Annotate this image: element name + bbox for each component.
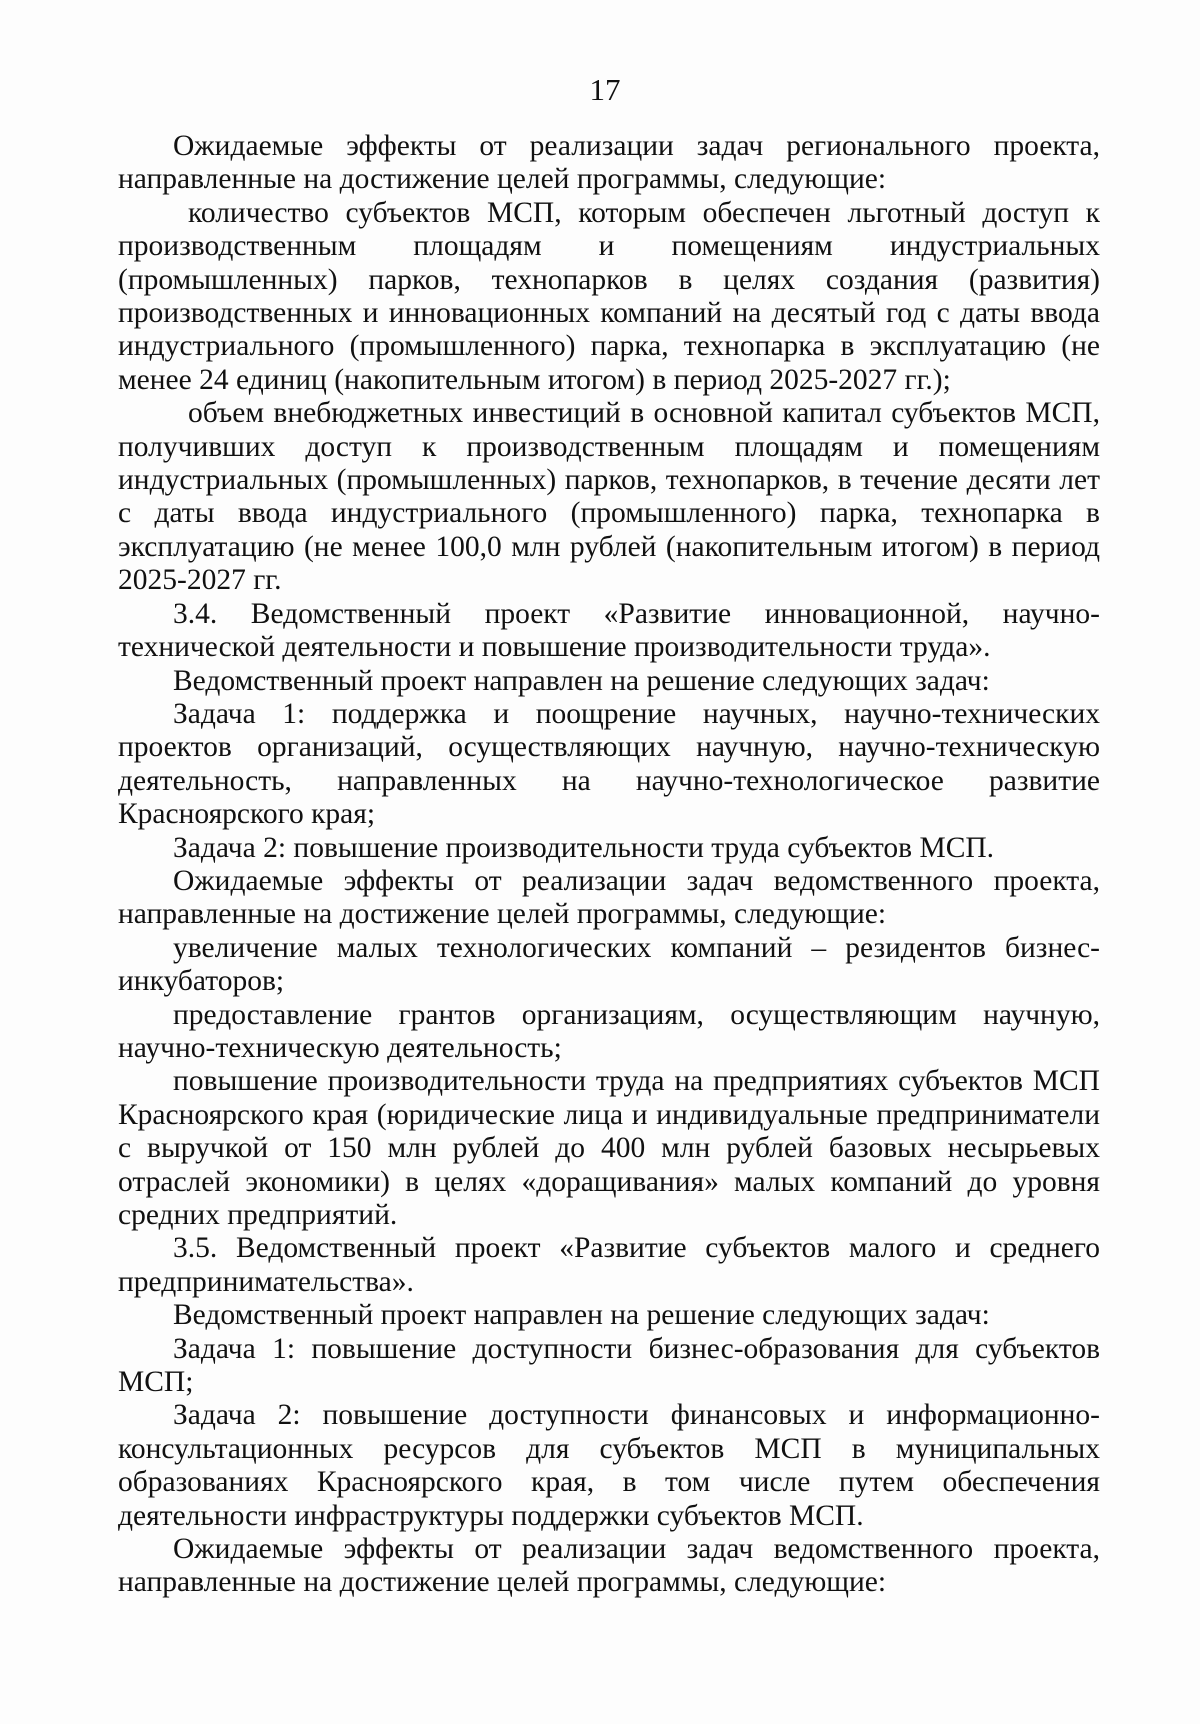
section-heading-3-5: 3.5. Ведомственный проект «Развитие субъектов малого и среднего предпринимательства». <box>118 1232 1100 1298</box>
paragraph-task-1-3-4: Задача 1: поддержка и поощрение научных, научно-технических проектов организаций, осуществляющих научную, научно-техническую деятельность, направленных на научно-технологическое развитие Красноярского края; <box>118 697 1100 831</box>
paragraph-expected-effects-regional: Ожидаемые эффекты от реализации задач регионального проекта, направленные на достижение целей программы, следующие: <box>118 130 1100 196</box>
paragraph-investment-volume: объем внебюджетных инвестиций в основной капитал субъектов МСП, получивших доступ к производственным площадям и помещениям индустриальных (промышленных) парков, технопарков, в течение десяти лет с даты ввода индустриального (промышленного) парка, технопарка в эксплуатацию (не менее 100,0 млн рублей (накопительным итогом) в период 2025-2027 гг. <box>118 397 1100 597</box>
section-heading-3-4: 3.4. Ведомственный проект «Развитие инновационной, научно-технической деятельности и повышение производительности труда». <box>118 597 1100 664</box>
paragraph-task-1-3-5: Задача 1: повышение доступности бизнес-образования для субъектов МСП; <box>118 1332 1100 1399</box>
paragraph-effect-productivity: повышение производительности труда на предприятиях субъектов МСП Красноярского края (юридические лица и индивидуальные предприниматели с выручкой от 150 млн рублей до 400 млн рублей базовых несырьевых отраслей экономики) в целях «доращивания» малых компаний до уровня средних предприятий. <box>118 1065 1100 1231</box>
paragraph-effect-incubators: увеличение малых технологических компаний – резидентов бизнес-инкубаторов; <box>118 931 1100 998</box>
paragraph-expected-effects-3-4: Ожидаемые эффекты от реализации задач ведомственного проекта, направленные на достижение целей программы, следующие: <box>118 864 1100 931</box>
document-body <box>118 130 1100 1600</box>
page-number: 17 <box>589 72 621 107</box>
paragraph-expected-effects-3-5: Ожидаемые эффекты от реализации задач ведомственного проекта, направленные на достижение целей программы, следующие: <box>118 1533 1100 1599</box>
paragraph-task-2-3-4: Задача 2: повышение производительности труда субъектов МСП. <box>173 831 995 864</box>
paragraph-msp-count: количество субъектов МСП, которым обеспечен льготный доступ к производственным площадям и помещениям индустриальных (промышленных) парков, технопарков в целях создания (развития) производственных и инновационных компаний на десятый год с даты ввода индустриального (промышленного) парка, технопарка в эксплуатацию (не менее 24 единиц (накопительным итогом) в период 2025-2027 гг.); <box>118 196 1100 396</box>
paragraph-task-2-3-5: Задача 2: повышение доступности финансовых и информационно-консультационных ресурсов для субъектов МСП в муниципальных образованиях Красноярского края, в том числе путем обеспечения деятельности инфраструктуры поддержки субъектов МСП. <box>118 1399 1100 1532</box>
paragraph-tasks-intro-3-5: Ведомственный проект направлен на решение следующих задач: <box>173 1299 990 1332</box>
paragraph-effect-grants: предоставление грантов организациям, осуществляющим научную, научно-техническую деятельность; <box>118 998 1100 1064</box>
paragraph-tasks-intro-3-4: Ведомственный проект направлен на решение следующих задач: <box>173 664 990 697</box>
